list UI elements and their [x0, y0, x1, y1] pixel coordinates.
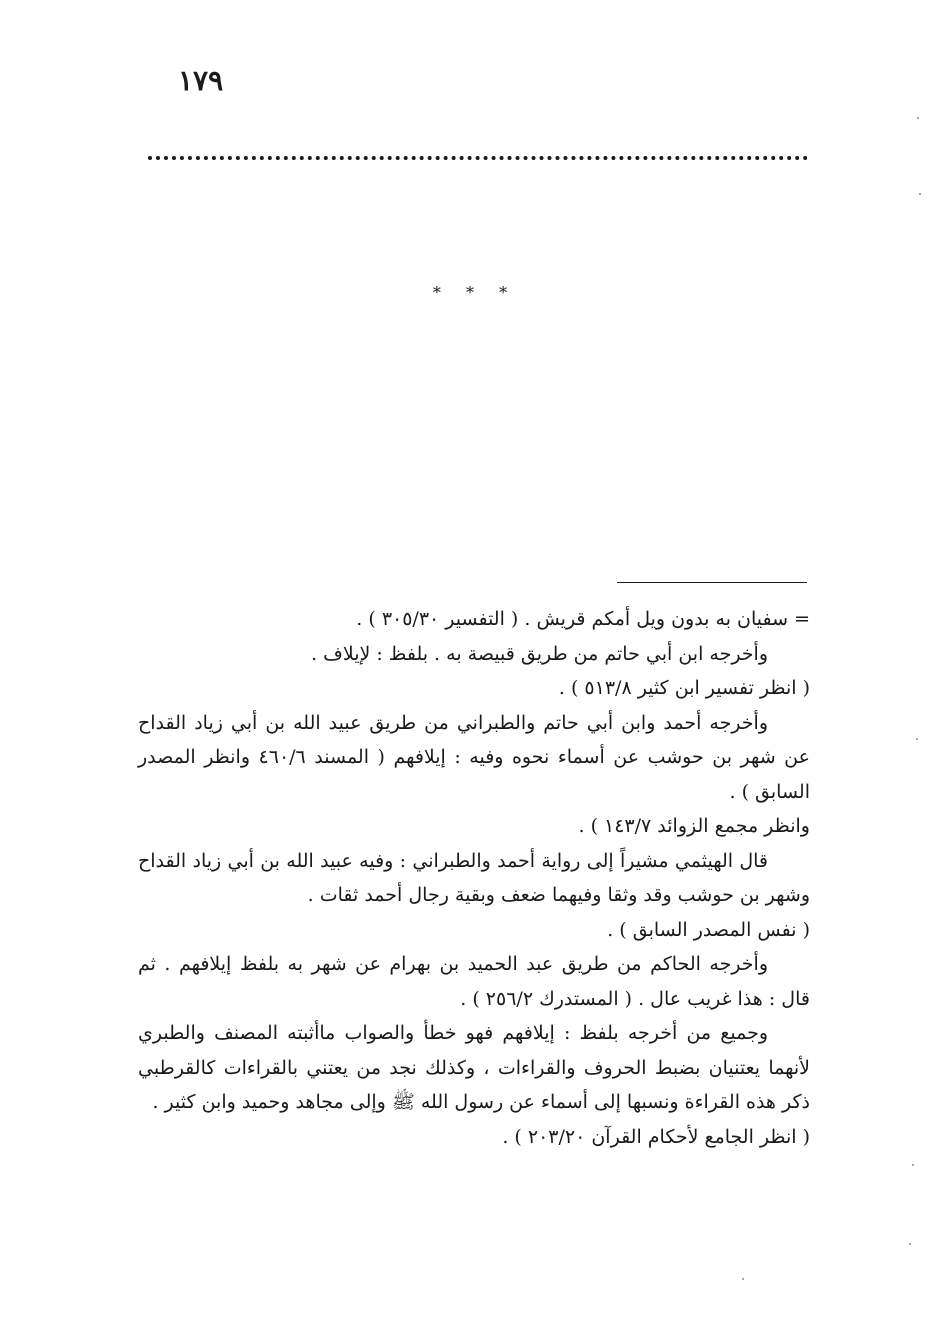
scan-speck	[909, 1243, 911, 1245]
scan-speck	[742, 1278, 744, 1280]
footnote-line: وأخرجه ابن أبي حاتم من طريق قبيصة به . بلفظ : لإيلاف .	[311, 642, 768, 665]
scan-speck	[919, 193, 921, 195]
footnote-line: وأخرجه الحاكم من طريق عبد الحميد بن بهرام عن شهر به بلفظ إيلافهم . ثم قال : هذا غريب عال . ( المستدرك ٢٥٦/٢ ) .	[138, 953, 810, 1010]
footnote-line: وانظر مجمع الزوائد ١٤٣/٧ ) .	[578, 815, 810, 837]
scan-speck	[916, 738, 918, 740]
scan-speck	[917, 117, 919, 119]
footnote-line: = سفيان به بدون ويل أمكم قريش . ( التفسير ٣٠٥/٣٠ ) .	[356, 608, 810, 630]
footnote-line: وأخرجه أحمد وابن أبي حاتم والطبراني من طريق عبيد الله بن أبي زياد القداح عن شهر بن حوشب عن أسماء نحوه وفيه : إيلافهم ( المسند ٤٦٠/٦ وانظر المصدر السابق ) .	[138, 711, 810, 803]
page-number: ١٧٩	[178, 64, 224, 97]
footnote-rule	[617, 582, 807, 583]
header-dotted-rule	[148, 156, 808, 160]
footnote-line: ( نفس المصدر السابق ) .	[607, 918, 810, 941]
footnote-line: وجميع من أخرجه بلفظ : إيلافهم فهو خطأ والصواب ماأثبته المصنف والطبري لأنهما يعتنيان بضبط الحروف والقراءات ، وكذلك نجد من يعتني بالقراءات كالقرطبي ذكر هذه القراءة ونسبها إلى أسماء عن رسول الله ﷺ وإلى مجاهد وحميد وابن كثير .	[138, 1022, 810, 1113]
section-separator: * * *	[432, 283, 518, 302]
footnote-line: قال الهيثمي مشيراً إلى رواية أحمد والطبراني : وفيه عبيد الله بن أبي زياد القداح وشهر بن حوشب وقد وثقا وفيهما ضعف وبقية رجال أحمد ثقات .	[138, 849, 810, 906]
footnote-line: ( انظر تفسير ابن كثير ٥١٣/٨ ) .	[558, 677, 810, 699]
footnotes	[138, 602, 810, 1154]
scan-speck	[912, 1164, 914, 1166]
footnote-line: ( انظر الجامع لأحكام القرآن ٢٠٣/٢٠ ) .	[502, 1125, 810, 1148]
